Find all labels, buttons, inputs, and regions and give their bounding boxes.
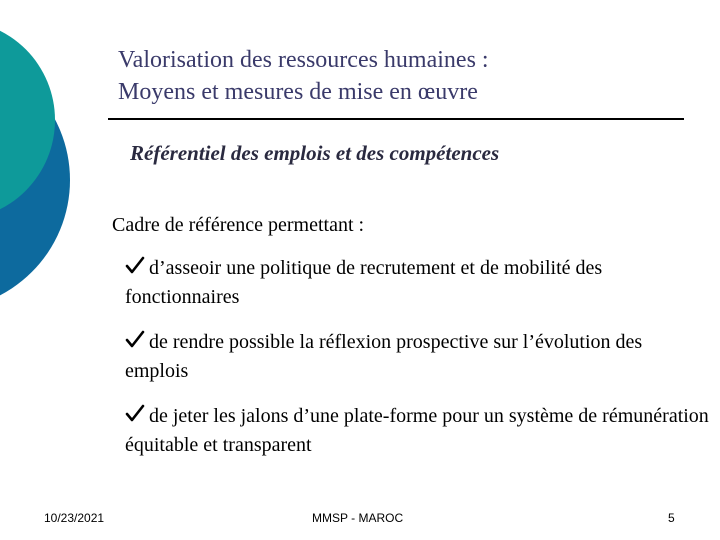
footer-center-text: MMSP - MAROC xyxy=(312,511,404,525)
footer-date: 10/23/2021 xyxy=(44,511,105,525)
slide-title-line-1: Valorisation des ressources humaines : xyxy=(118,47,489,73)
checkmark-icon xyxy=(125,329,145,349)
page-number: 5 xyxy=(668,511,675,525)
slide-title xyxy=(118,44,698,108)
bullet-item xyxy=(125,402,710,460)
checkmark-icon xyxy=(125,255,145,275)
bullet-text: d’asseoir une politique de recrutement et de mobilité des fonctionnaires xyxy=(125,257,603,308)
bullet-item xyxy=(125,254,710,312)
slide-title-line-2: Moyens et mesures de mise en œuvre xyxy=(118,79,478,105)
slide-subtitle: Référentiel des emplois et des compétences xyxy=(130,141,500,165)
intro-text: Cadre de référence permettant : xyxy=(112,214,365,236)
bullet-text: de jeter les jalons d’une plate-forme pour un système de rémunération équitable et transparent xyxy=(125,405,709,456)
decorative-circles xyxy=(0,0,120,300)
bullet-text: de rendre possible la réflexion prospective sur l’évolution des emplois xyxy=(125,331,643,382)
checkmark-icon xyxy=(125,403,145,423)
bullet-item xyxy=(125,328,710,386)
bullet-list xyxy=(125,254,710,476)
title-divider xyxy=(108,118,684,120)
